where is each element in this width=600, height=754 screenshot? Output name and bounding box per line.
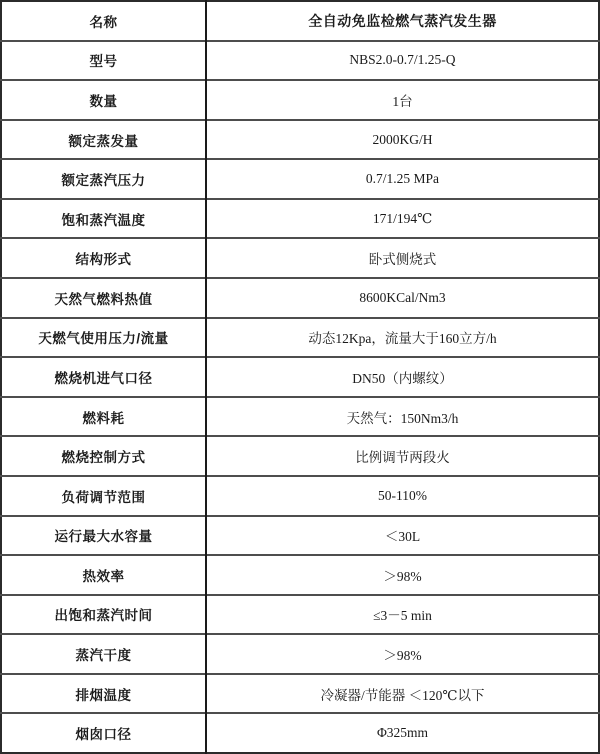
table-row <box>1 516 599 556</box>
spec-value: 0.7/1.25 MPa <box>206 159 599 199</box>
table-row <box>1 397 599 437</box>
table-row <box>1 199 599 239</box>
spec-label: 负荷调节范围 <box>61 489 146 505</box>
table-row <box>1 120 599 160</box>
spec-label: 天燃气使用压力/流量 <box>38 331 169 347</box>
spec-label: 额定蒸发量 <box>68 133 139 149</box>
table-row <box>1 436 599 476</box>
spec-value: 比例调节两段火 <box>206 436 599 476</box>
spec-label: 排烟温度 <box>75 687 132 703</box>
spec-value: ＞98% <box>206 555 599 595</box>
table-row <box>1 476 599 516</box>
spec-label: 天然气燃料热值 <box>54 291 153 307</box>
table-row <box>1 1 599 41</box>
spec-label: 型号 <box>89 54 118 70</box>
spec-value: 天然气：150Nm3/h <box>206 397 599 437</box>
spec-value: ≤3－5 min <box>206 595 599 635</box>
table-row <box>1 238 599 278</box>
table-row <box>1 159 599 199</box>
spec-label: 饱和蒸汽温度 <box>61 212 146 228</box>
table-row <box>1 357 599 397</box>
table-row <box>1 278 599 318</box>
spec-label: 结构形式 <box>75 252 132 268</box>
spec-value: 动态12Kpa，流量大于160立方/h <box>206 318 599 358</box>
spec-value: ＜30L <box>206 516 599 556</box>
spec-value: 171/194℃ <box>206 199 599 239</box>
spec-label: 数量 <box>89 93 118 109</box>
spec-value: 50-110% <box>206 476 599 516</box>
spec-value: 8600KCal/Nm3 <box>206 278 599 318</box>
table-row <box>1 713 599 753</box>
spec-value: 全自动免监检燃气蒸汽发生器 <box>206 1 599 41</box>
table-row <box>1 80 599 120</box>
table-row <box>1 555 599 595</box>
spec-label: 燃烧控制方式 <box>61 450 146 466</box>
spec-label: 烟囱口径 <box>75 727 132 743</box>
spec-value: 卧式侧烧式 <box>206 238 599 278</box>
spec-value: Φ325mm <box>206 713 599 753</box>
spec-label: 燃烧机进气口径 <box>54 370 153 386</box>
table-row <box>1 318 599 358</box>
spec-value: NBS2.0-0.7/1.25-Q <box>206 41 599 81</box>
table-row <box>1 634 599 674</box>
spec-value: 冷凝器/节能器 ＜120℃以下 <box>206 674 599 714</box>
spec-value: ＞98% <box>206 634 599 674</box>
spec-label: 燃料耗 <box>82 410 125 426</box>
spec-label: 运行最大水容量 <box>54 529 153 545</box>
spec-value: 2000KG/H <box>206 120 599 160</box>
spec-value: DN50（内螺纹） <box>206 357 599 397</box>
spec-label: 热效率 <box>82 568 125 584</box>
table-row <box>1 674 599 714</box>
spec-value: 1台 <box>206 80 599 120</box>
spec-label: 额定蒸汽压力 <box>61 173 146 189</box>
spec-label: 蒸汽干度 <box>75 648 132 664</box>
spec-label: 出饱和蒸汽时间 <box>54 608 153 624</box>
table-row <box>1 41 599 81</box>
table-row <box>1 595 599 635</box>
spec-label: 名称 <box>89 14 118 30</box>
